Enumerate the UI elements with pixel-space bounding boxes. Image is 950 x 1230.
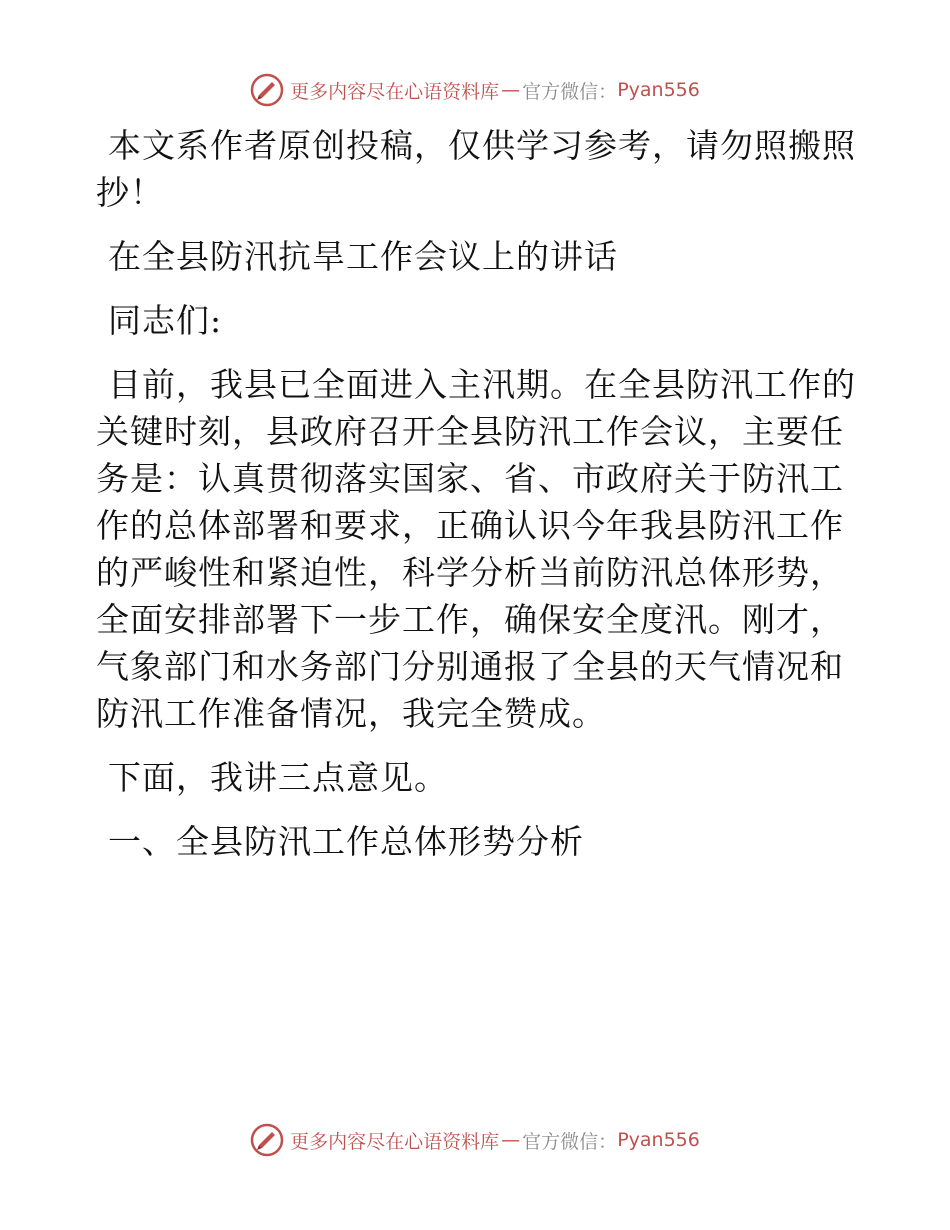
salutation: 同志们: xyxy=(108,301,223,340)
logo-icon xyxy=(250,1123,284,1157)
watermark-separator: — xyxy=(501,79,521,101)
watermark-main-text: 更多内容尽在心语资料库 xyxy=(290,1130,500,1153)
paragraph-notice: 本文系作者原创投稿，仅供学习参考，请勿照搬照抄！ xyxy=(96,126,856,212)
watermark-sub-text: 官方微信： xyxy=(522,1130,618,1153)
watermark-separator: — xyxy=(501,1129,521,1151)
paragraph-transition: 下面，我讲三点意见。 xyxy=(108,758,448,797)
footer-watermark xyxy=(0,1120,950,1160)
speech-title: 在全县防汛抗旱工作会议上的讲话 xyxy=(108,237,618,276)
header-watermark xyxy=(0,70,950,110)
logo-icon xyxy=(250,73,284,107)
watermark-main-text: 更多内容尽在心语资料库 xyxy=(290,80,500,103)
document-body xyxy=(96,122,856,882)
section-heading-1: 一、全县防汛工作总体形势分析 xyxy=(108,822,584,861)
watermark-sub-text: 官方微信： xyxy=(522,80,618,103)
watermark-id: Pyan556 xyxy=(617,79,700,101)
paragraph-intro: 目前，我县已全面进入主汛期。在全县防汛工作的关键时刻，县政府召开全县防汛工作会议，主要任务是：认真贯彻落实国家、省、市政府关于防汛工作的总体部署和要求，正确认识今年我县防汛工作的严峻性和紧迫性，科学分析当前防汛总体形势，全面安排部署下一步工作，确保安全度汛。刚才，气象部门和水务部门分别通报了全县的天气情况和防汛工作准备情况，我完全赞成。 xyxy=(96,365,856,733)
watermark-id: Pyan556 xyxy=(617,1129,700,1151)
